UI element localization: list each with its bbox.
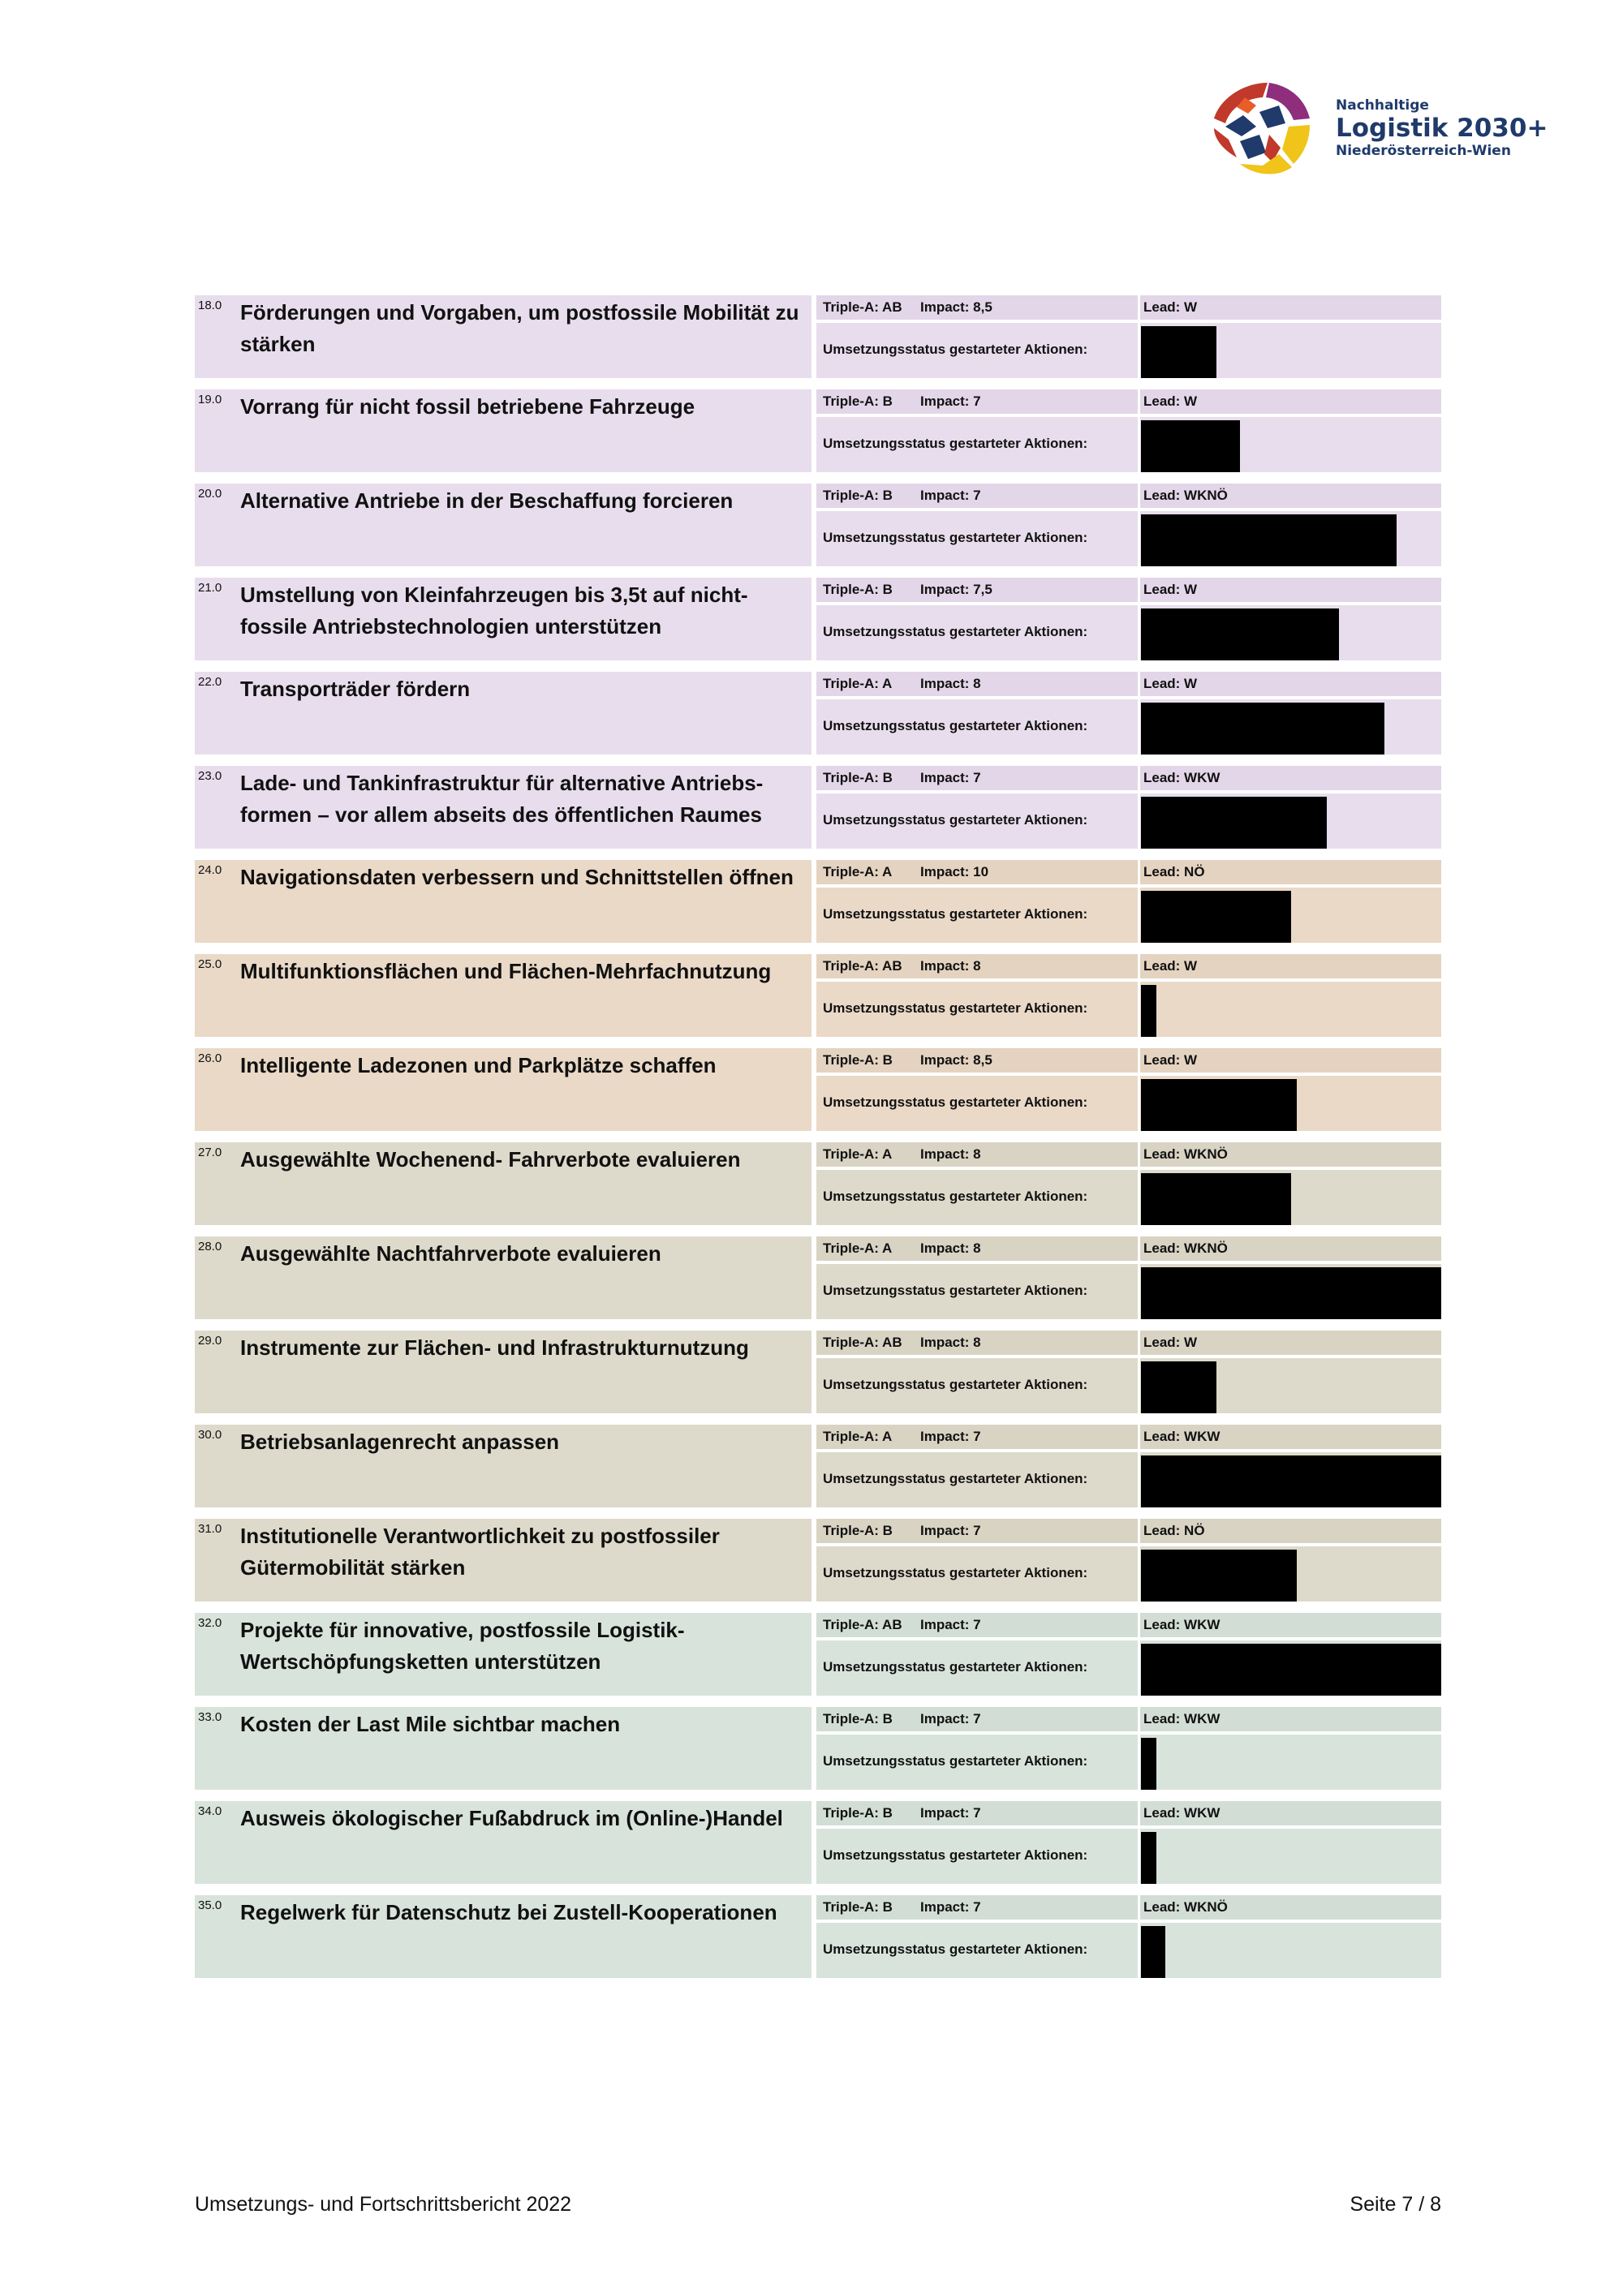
progress-bar [1141,891,1291,943]
rating-band [816,1048,1441,1073]
impact-score: Impact: 7 [920,393,981,409]
progress-bar [1141,1738,1156,1790]
rating-band [816,1331,1441,1355]
status-label: Umsetzungsstatus gestarteter Aktionen: [823,342,1088,357]
progress-bar [1141,326,1216,378]
footer-report-title: Umsetzungs- und Fortschrittsbericht 2022 [195,2193,572,2216]
status-label: Umsetzungsstatus gestarteter Aktionen: [823,906,1088,922]
triple-a-rating: Triple-A: B [823,582,893,597]
column-divider [1138,1707,1140,1790]
status-label: Umsetzungsstatus gestarteter Aktionen: [823,1000,1088,1016]
column-divider [1138,1236,1140,1319]
progress-bar [1141,1361,1216,1413]
lead-organisation: Lead: WKNÖ [1143,1240,1228,1256]
column-divider [1138,578,1140,660]
progress-bar [1141,514,1397,566]
impact-score: Impact: 10 [920,864,989,879]
measure-title: Transporträder fördern [240,677,471,701]
impact-score: Impact: 8,5 [920,299,992,315]
measure-row [195,295,1441,378]
measure-number: 27.0 [198,1146,222,1159]
column-divider [1138,1519,1140,1602]
progress-bar [1141,797,1327,849]
measure-title: Kosten der Last Mile sichtbar machen [240,1712,621,1736]
measure-number: 20.0 [198,487,222,501]
measure-row [195,672,1441,755]
lead-organisation: Lead: W [1143,958,1198,974]
status-label: Umsetzungsstatus gestarteter Aktionen: [823,1283,1088,1298]
column-divider [1138,1613,1140,1696]
lead-organisation: Lead: W [1143,1335,1198,1350]
measure-number: 19.0 [198,393,222,406]
triple-a-rating: Triple-A: AB [823,299,902,315]
measure-number: 32.0 [198,1616,222,1630]
logo-line-1: Nachhaltige [1336,97,1429,114]
rating-band [816,1707,1441,1731]
lead-organisation: Lead: WKW [1143,1711,1220,1726]
progress-bar [1141,1644,1441,1696]
impact-score: Impact: 7 [920,1523,981,1538]
rating-band [816,1613,1441,1637]
measure-info-cell [816,1142,1441,1225]
measure-number: 18.0 [198,299,222,312]
progress-bar [1141,1832,1156,1884]
lead-organisation: Lead: WKW [1143,770,1220,785]
measure-title-cell [195,578,812,660]
measure-title-cell [195,860,812,943]
progress-bar [1141,985,1156,1037]
rating-band [816,766,1441,790]
measure-row [195,1613,1441,1696]
lead-organisation: Lead: W [1143,393,1198,409]
lead-organisation: Lead: W [1143,1052,1198,1068]
measure-title: Lade- und Tankinfrastruktur für alternative Antriebs-formen – vor allem abseits des öffentlichen Raumes [240,771,764,827]
measure-row [195,1142,1441,1225]
measure-info-cell [816,1801,1441,1884]
status-label: Umsetzungsstatus gestarteter Aktionen: [823,1753,1088,1769]
measure-number: 35.0 [198,1898,222,1912]
status-label: Umsetzungsstatus gestarteter Aktionen: [823,1094,1088,1110]
triple-a-rating: Triple-A: B [823,770,893,785]
column-divider [1138,295,1140,378]
measure-title-cell [195,1048,812,1131]
impact-score: Impact: 7 [920,1899,981,1915]
triple-a-rating: Triple-A: A [823,1240,893,1256]
measure-row [195,1707,1441,1790]
lead-organisation: Lead: WKW [1143,1617,1220,1632]
measure-title: Navigationsdaten verbessern und Schnittstellen öffnen [240,865,794,889]
status-label: Umsetzungsstatus gestarteter Aktionen: [823,624,1088,639]
column-divider [1138,484,1140,566]
lead-organisation: Lead: NÖ [1143,1523,1205,1538]
progress-bar [1141,1550,1297,1602]
status-label: Umsetzungsstatus gestarteter Aktionen: [823,436,1088,451]
status-label: Umsetzungsstatus gestarteter Aktionen: [823,812,1088,828]
rating-band [816,1236,1441,1261]
status-label: Umsetzungsstatus gestarteter Aktionen: [823,1941,1088,1957]
triple-a-rating: Triple-A: B [823,393,893,409]
triple-a-rating: Triple-A: AB [823,1617,902,1632]
measure-number: 33.0 [198,1710,222,1724]
measure-row [195,578,1441,660]
measure-number: 24.0 [198,863,222,877]
measure-title: Regelwerk für Datenschutz bei Zustell-Kooperationen [240,1900,777,1924]
measure-title: Ausweis ökologischer Fußabdruck im (Online-)Handel [240,1806,783,1830]
column-divider [1138,389,1140,472]
measure-row [195,389,1441,472]
impact-score: Impact: 8 [920,1335,981,1350]
status-label: Umsetzungsstatus gestarteter Aktionen: [823,1659,1088,1675]
lead-organisation: Lead: W [1143,676,1198,691]
footer-page-number: Seite 7 / 8 [1350,2193,1441,2216]
measure-info-cell [816,1236,1441,1319]
measure-title-cell [195,766,812,849]
logo-line-2: Logistik 2030+ [1336,114,1548,143]
status-label: Umsetzungsstatus gestarteter Aktionen: [823,1847,1088,1863]
measure-row [195,1331,1441,1413]
measure-info-cell [816,1519,1441,1602]
impact-score: Impact: 8 [920,958,981,974]
measure-row [195,954,1441,1037]
measure-title-cell [195,295,812,378]
progress-bar [1141,1926,1165,1978]
triple-a-rating: Triple-A: B [823,1899,893,1915]
measure-number: 31.0 [198,1522,222,1536]
measure-info-cell [816,672,1441,755]
measure-row [195,1425,1441,1507]
triple-a-rating: Triple-A: B [823,1052,893,1068]
impact-score: Impact: 8 [920,1240,981,1256]
measure-title-cell [195,1236,812,1319]
column-divider [1138,954,1140,1037]
status-label: Umsetzungsstatus gestarteter Aktionen: [823,1565,1088,1580]
measure-info-cell [816,295,1441,378]
status-label: Umsetzungsstatus gestarteter Aktionen: [823,718,1088,733]
measure-title: Förderungen und Vorgaben, um postfossile Mobilität zu stärken [240,300,799,356]
rating-band [816,1142,1441,1167]
measure-info-cell [816,1707,1441,1790]
triple-a-rating: Triple-A: A [823,864,893,879]
rating-band [816,860,1441,884]
triple-a-rating: Triple-A: A [823,1146,893,1162]
measure-title: Projekte für innovative, postfossile Logistik-Wertschöpfungsketten unterstützen [240,1618,685,1674]
progress-bar [1141,608,1339,660]
measure-row [195,1801,1441,1884]
rating-band [816,1895,1441,1920]
triple-a-rating: Triple-A: B [823,1805,893,1821]
measure-title: Multifunktionsflächen und Flächen-Mehrfachnutzung [240,959,772,983]
measure-info-cell [816,1425,1441,1507]
progress-bar [1141,1079,1297,1131]
progress-bar [1141,420,1240,472]
measure-row [195,1048,1441,1131]
impact-score: Impact: 8,5 [920,1052,992,1068]
measure-title-cell [195,1331,812,1413]
logo-line-3: Niederösterreich-Wien [1336,143,1511,159]
impact-score: Impact: 7 [920,1429,981,1444]
rating-band [816,578,1441,602]
lead-organisation: Lead: WKNÖ [1143,488,1228,503]
triple-a-rating: Triple-A: AB [823,958,902,974]
measure-number: 29.0 [198,1334,222,1348]
column-divider [1138,1895,1140,1978]
measure-info-cell [816,1613,1441,1696]
measure-row [195,484,1441,566]
lead-organisation: Lead: WKW [1143,1429,1220,1444]
impact-score: Impact: 7 [920,770,981,785]
measure-number: 30.0 [198,1428,222,1442]
measure-info-cell [816,766,1441,849]
rating-band [816,1801,1441,1825]
measure-title: Alternative Antriebe in der Beschaffung forcieren [240,488,734,513]
measure-title-cell [195,389,812,472]
progress-bar [1141,1455,1441,1507]
measure-row [195,1236,1441,1319]
measure-title-cell [195,1519,812,1602]
impact-score: Impact: 7,5 [920,582,992,597]
lead-organisation: Lead: W [1143,299,1198,315]
impact-score: Impact: 7 [920,1711,981,1726]
measure-number: 34.0 [198,1804,222,1818]
rating-band [816,672,1441,696]
measure-title: Vorrang für nicht fossil betriebene Fahrzeuge [240,394,695,419]
measure-number: 22.0 [198,675,222,689]
measure-title-cell [195,672,812,755]
lead-organisation: Lead: WKNÖ [1143,1146,1228,1162]
column-divider [1138,1331,1140,1413]
progress-bar [1141,1173,1291,1225]
rating-band [816,1425,1441,1449]
measure-row [195,1519,1441,1602]
measure-title: Ausgewählte Wochenend- Fahrverbote evaluieren [240,1147,741,1172]
measures-table [195,295,1441,1989]
status-label: Umsetzungsstatus gestarteter Aktionen: [823,530,1088,545]
triple-a-rating: Triple-A: AB [823,1335,902,1350]
column-divider [1138,860,1140,943]
lead-organisation: Lead: NÖ [1143,864,1205,879]
progress-bar [1141,1267,1441,1319]
lead-organisation: Lead: W [1143,582,1198,597]
impact-score: Impact: 7 [920,1617,981,1632]
rating-band [816,484,1441,508]
logo-text [1336,97,1548,159]
impact-score: Impact: 8 [920,1146,981,1162]
measure-title-cell [195,484,812,566]
measure-info-cell [816,1331,1441,1413]
rating-band [816,1519,1441,1543]
status-label: Umsetzungsstatus gestarteter Aktionen: [823,1189,1088,1204]
measure-info-cell [816,1895,1441,1978]
impact-score: Impact: 7 [920,1805,981,1821]
measure-info-cell [816,1048,1441,1131]
lead-organisation: Lead: WKW [1143,1805,1220,1821]
measure-title: Umstellung von Kleinfahrzeugen bis 3,5t auf nicht-fossile Antriebstechnologien unterstützen [240,583,748,638]
measure-title: Ausgewählte Nachtfahrverbote evaluieren [240,1241,661,1266]
measure-title-cell [195,1425,812,1507]
triple-a-rating: Triple-A: B [823,488,893,503]
measure-number: 28.0 [198,1240,222,1253]
measure-title: Intelligente Ladezonen und Parkplätze schaffen [240,1053,717,1077]
measure-row [195,1895,1441,1978]
triple-a-rating: Triple-A: B [823,1711,893,1726]
rating-band [816,954,1441,978]
column-divider [1138,1801,1140,1884]
progress-bar [1141,703,1384,755]
measure-info-cell [816,954,1441,1037]
measure-number: 21.0 [198,581,222,595]
impact-score: Impact: 8 [920,676,981,691]
measure-number: 25.0 [198,957,222,971]
rating-band [816,389,1441,414]
measure-title-cell [195,1613,812,1696]
measure-title-cell [195,1801,812,1884]
measure-number: 26.0 [198,1051,222,1065]
triple-a-rating: Triple-A: B [823,1523,893,1538]
measure-title: Institutionelle Verantwortlichkeit zu postfossiler Gütermobilität stärken [240,1524,720,1580]
column-divider [1138,1425,1140,1507]
measure-title-cell [195,1707,812,1790]
measure-info-cell [816,860,1441,943]
status-label: Umsetzungsstatus gestarteter Aktionen: [823,1471,1088,1486]
column-divider [1138,672,1140,755]
measure-info-cell [816,389,1441,472]
column-divider [1138,1048,1140,1131]
triple-a-rating: Triple-A: A [823,1429,893,1444]
measure-row [195,766,1441,849]
measure-title: Instrumente zur Flächen- und Infrastrukturnutzung [240,1335,749,1360]
column-divider [1138,766,1140,849]
rating-band [816,295,1441,320]
triple-a-rating: Triple-A: A [823,676,893,691]
measure-title-cell [195,1895,812,1978]
status-label: Umsetzungsstatus gestarteter Aktionen: [823,1377,1088,1392]
measure-info-cell [816,484,1441,566]
column-divider [1138,1142,1140,1225]
measure-info-cell [816,578,1441,660]
measure-number: 23.0 [198,769,222,783]
lead-organisation: Lead: WKNÖ [1143,1899,1228,1915]
measure-title-cell [195,954,812,1037]
measure-title: Betriebsanlagenrecht anpassen [240,1430,560,1454]
measure-title-cell [195,1142,812,1225]
impact-score: Impact: 7 [920,488,981,503]
measure-row [195,860,1441,943]
